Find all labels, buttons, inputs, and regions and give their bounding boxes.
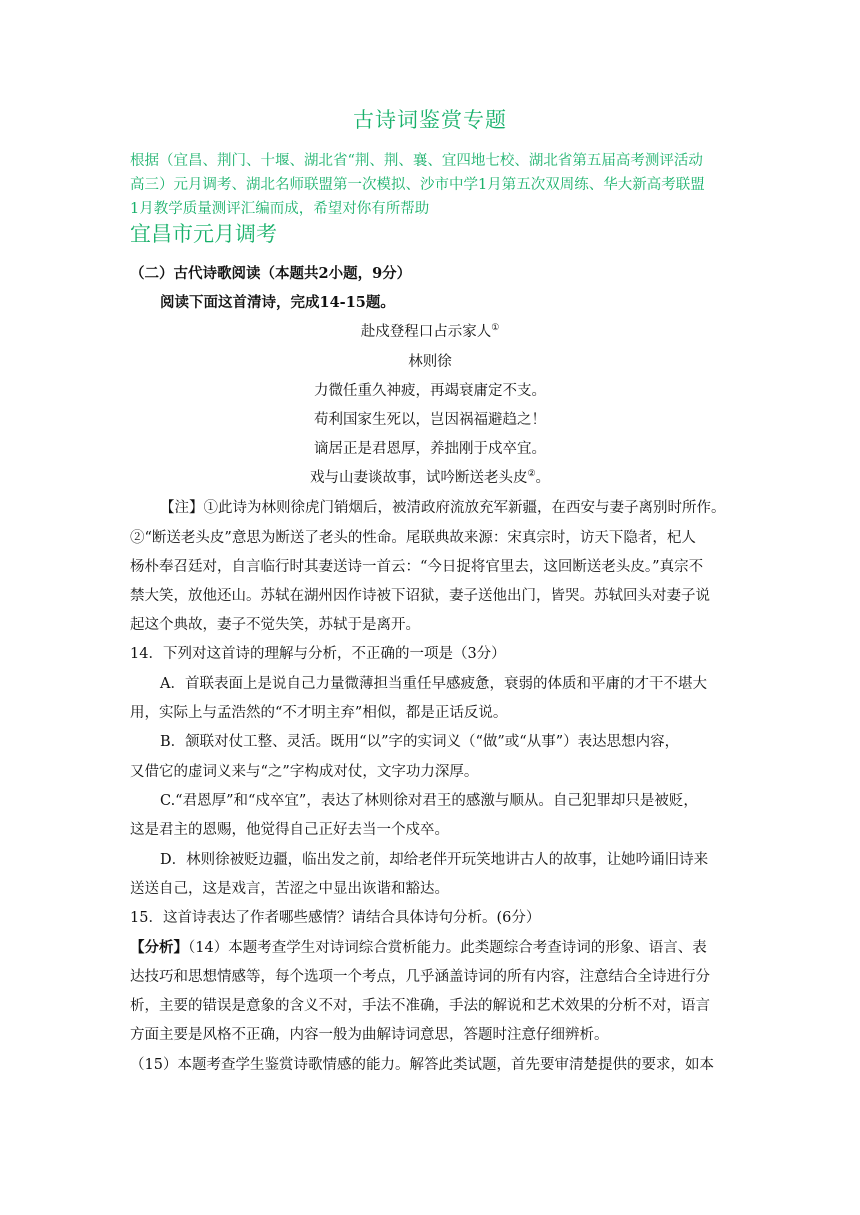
option-c-line: C.“君恩厚”和“戍卒宜”，表达了林则徐对君王的感激与顺从。自己犯罪却只是被贬， bbox=[160, 793, 698, 809]
option-c-line: 这是君主的恩赐，他觉得自己正好去当一个戍卒。 bbox=[130, 822, 449, 838]
poem-line-note-marker: ② bbox=[527, 469, 536, 480]
note-line: ②“断送老头皮”意思为断送了老头的性命。尾联典故来源：宋真宗时，访天下隐者，杞人 bbox=[130, 530, 696, 546]
poem-line-end: 。 bbox=[535, 470, 551, 486]
poem-last-line bbox=[0, 466, 860, 487]
note-line: 【注】①此诗为林则徐虎门销烟后，被清政府流放充军新疆，在西安与妻子离别时所作。 bbox=[160, 500, 726, 516]
option-b-line: 又借它的虚词义来与“之”字构成对仗，文字功力深厚。 bbox=[130, 764, 479, 780]
poem-title-text: 赴戍登程口占示家人 bbox=[360, 324, 492, 340]
poem-author: 林则徐 bbox=[408, 354, 452, 370]
analysis-label: 【分析】 bbox=[130, 939, 188, 956]
page-title: 古诗词鉴赏专题 bbox=[353, 108, 507, 132]
intro-line: 1月教学质量测评汇编而成，希望对你有所帮助 bbox=[130, 201, 430, 217]
analysis-line: （15）本题考查学生鉴赏诗歌情感的能力。解答此类试题，首先要审清楚提供的要求，如本 bbox=[130, 1057, 714, 1073]
section-title: 宜昌市元月调考 bbox=[130, 222, 277, 246]
intro-line: 根据（宜昌、荆门、十堰、湖北省“荆、荆、襄、宜四地七校、湖北省第五届高考测评活动 bbox=[130, 153, 703, 169]
option-d-line: D．林则徐被贬边疆，临出发之前，却给老伴开玩笑地讲古人的故事，让她吟诵旧诗来 bbox=[160, 852, 709, 868]
option-d-line: 送送自己，这是戏言，苦涩之中显出诙谐和豁达。 bbox=[130, 881, 449, 897]
analysis-line: 析，主要的错误是意象的含义不对，手法不准确，手法的解说和艺术效果的分析不对，语言 bbox=[130, 998, 710, 1014]
note-line: 杨朴奉召廷对，自言临行时其妻送诗一首云：“今日捉将官里去，这回断送老头皮。”真宗不 bbox=[130, 559, 704, 575]
poem-title bbox=[0, 320, 860, 341]
poem-line: 谪居正是君恩厚，养拙刚于戍卒宜。 bbox=[314, 441, 546, 457]
note-line: 禁大笑，放他还山。苏轼在湖州因作诗被下诏狱，妻子送他出门，皆哭。苏轼回头对妻子说 bbox=[130, 588, 710, 604]
intro-line: 高三）元月调考、湖北名师联盟第一次模拟、沙市中学1月第五次双周练、华大新高考联盟 bbox=[130, 177, 705, 193]
option-a-line: 用，实际上与孟浩然的“不才明主弃”相似，都是正话反说。 bbox=[130, 705, 508, 721]
analysis-line: 达技巧和思想情感等，每个选项一个考点，几乎涵盖诗词的所有内容，注意结合全诗进行分 bbox=[130, 969, 710, 985]
note-line: 起这个典故，妻子不觉失笑，苏轼于是离开。 bbox=[130, 617, 420, 633]
analysis-line: 方面主要是风格不正确，内容一般为曲解诗词意思，答题时注意仔细辨析。 bbox=[130, 1027, 609, 1043]
option-a-line: A．首联表面上是说自己力量微薄担当重任早感疲惫，衰弱的体质和平庸的才干不堪大 bbox=[160, 676, 707, 692]
reading-instruction: 阅读下面这首清诗，完成14-15题。 bbox=[160, 294, 395, 311]
poem-line: 戏与山妻谈故事，试吟断送老头皮 bbox=[309, 470, 528, 486]
poem-line: 苟利国家生死以，岂因祸福避趋之！ bbox=[314, 412, 546, 428]
poem-line: 力微任重久神疲，再竭衰庸定不支。 bbox=[314, 383, 546, 399]
analysis-first-line bbox=[130, 936, 707, 957]
option-b-line: B．颔联对仗工整、灵活。既用“以”字的实词义（“做”或“从事”）表达思想内容， bbox=[160, 734, 680, 750]
analysis-line: （14）本题考查学生对诗词综合赏析能力。此类题综合考查诗词的形象、语言、表 bbox=[188, 940, 707, 956]
question-15-stem: 15．这首诗表达了作者哪些感情？请结合具体诗句分析。(6分） bbox=[130, 910, 541, 926]
intro-text bbox=[130, 149, 740, 221]
question-14-stem: 14．下列对这首诗的理解与分析，不正确的一项是（3分） bbox=[130, 646, 506, 662]
part-heading: （二）古代诗歌阅读（本题共2小题，9分） bbox=[130, 265, 412, 282]
poem-title-note-marker: ① bbox=[491, 323, 500, 334]
